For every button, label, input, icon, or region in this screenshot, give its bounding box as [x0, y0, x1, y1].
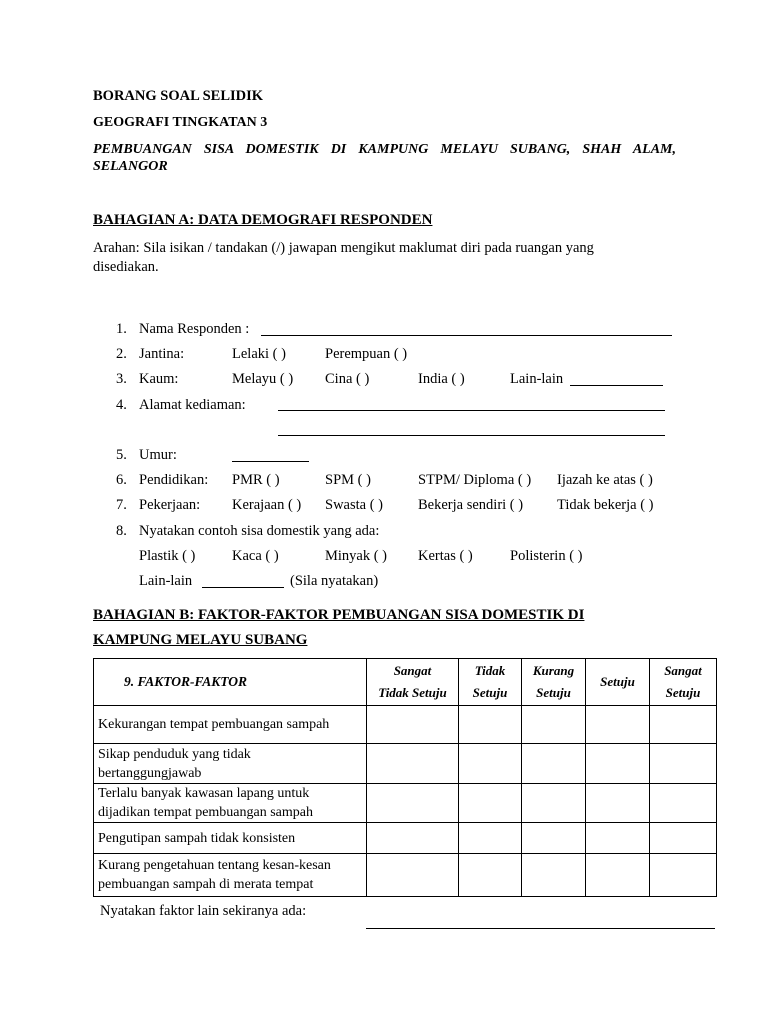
q8-option-kaca[interactable]: Kaca ( ) [232, 548, 279, 564]
factor-line1: Kurang pengetahuan tentang kesan-kesan [98, 858, 331, 873]
topic-line-1: PEMBUANGAN SISA DOMESTIK DI KAMPUNG MELAYU SUBANG, SHAH ALAM, [93, 142, 676, 157]
topic-line-2: SELANGOR [93, 159, 168, 174]
section-b-heading-2: KAMPUNG MELAYU SUBANG [93, 632, 308, 648]
rating-cell[interactable] [522, 823, 586, 854]
q6-option-pmr[interactable]: PMR ( ) [232, 472, 280, 488]
q6-option-ijazah[interactable]: Ijazah ke atas ( ) [557, 472, 653, 488]
section-b-heading-1: BAHAGIAN B: FAKTOR-FAKTOR PEMBUANGAN SISA DOMESTIK DI [93, 607, 585, 623]
q6-option-stpm-diploma[interactable]: STPM/ Diploma ( ) [418, 472, 532, 488]
q2-option-lelaki[interactable]: Lelaki ( ) [232, 346, 286, 362]
table-row [94, 706, 717, 744]
factor-label [94, 784, 367, 823]
header-sangat-tidak-setuju [367, 659, 459, 706]
rating-cell[interactable] [586, 823, 650, 854]
q1-name-field[interactable] [261, 335, 672, 336]
table-row [94, 784, 717, 823]
q8-option-kertas[interactable]: Kertas ( ) [418, 548, 473, 564]
q7-option-tidak-bekerja[interactable]: Tidak bekerja ( ) [557, 497, 654, 513]
rating-cell[interactable] [459, 706, 522, 744]
table-row [94, 744, 717, 784]
rating-cell[interactable] [522, 784, 586, 823]
factor-label [94, 854, 367, 897]
q8-option-polisterin[interactable]: Polisterin ( ) [510, 548, 583, 564]
header-line2: Setuju [472, 685, 508, 700]
q5-number: 5. [116, 447, 127, 463]
factor-line2: pembuangan sampah di merata tempat [98, 877, 314, 892]
q8-option-plastik[interactable]: Plastik ( ) [139, 548, 196, 564]
header-line2: Setuju [665, 685, 701, 700]
q5-age-field[interactable] [232, 461, 309, 462]
factors-table [93, 658, 717, 897]
q3-option-cina[interactable]: Cina ( ) [325, 371, 370, 387]
q6-number: 6. [116, 472, 127, 488]
q8-other-field[interactable] [202, 587, 284, 588]
header-line2: Setuju [536, 685, 571, 700]
rating-cell[interactable] [522, 706, 586, 744]
factor-line2: bertanggungjawab [98, 765, 202, 781]
q8-label: Nyatakan contoh sisa domestik yang ada: [139, 523, 380, 539]
header-tidak-setuju [459, 659, 522, 706]
q8-option-minyak[interactable]: Minyak ( ) [325, 548, 388, 564]
rating-cell[interactable] [459, 744, 522, 784]
factor-label [94, 823, 367, 854]
q3-other-field[interactable] [570, 385, 663, 386]
q8-number: 8. [116, 523, 127, 539]
q8-other-note: (Sila nyatakan) [290, 573, 379, 589]
q2-label: Jantina: [139, 346, 185, 362]
header-line1: Kurang [532, 663, 575, 678]
rating-cell[interactable] [459, 784, 522, 823]
q3-option-india[interactable]: India ( ) [418, 371, 465, 387]
q3-option-lain-lain: Lain-lain [510, 371, 564, 387]
rating-cell[interactable] [650, 854, 717, 897]
rating-cell[interactable] [459, 854, 522, 897]
form-subtitle: GEOGRAFI TINGKATAN 3 [93, 115, 268, 130]
factor-line1: Pengutipan sampah tidak konsisten [98, 830, 296, 846]
q3-label: Kaum: [139, 371, 179, 387]
rating-cell[interactable] [650, 706, 717, 744]
q4-label: Alamat kediaman: [139, 397, 246, 413]
q7-label: Pekerjaan: [139, 497, 201, 513]
q8-other-label: Lain-lain [139, 573, 193, 589]
q2-option-perempuan[interactable]: Perempuan ( ) [325, 346, 408, 362]
factor-line1: Sikap penduduk yang tidak [98, 746, 251, 762]
rating-cell[interactable] [367, 744, 459, 784]
factor-line1: Terlalu banyak kawasan lapang untuk [98, 786, 310, 801]
q3-option-melayu[interactable]: Melayu ( ) [232, 371, 294, 387]
table-row [94, 854, 717, 897]
rating-cell[interactable] [522, 744, 586, 784]
q6-label: Pendidikan: [139, 472, 209, 488]
rating-cell[interactable] [367, 854, 459, 897]
q4-number: 4. [116, 397, 127, 413]
form-title: BORANG SOAL SELIDIK [93, 88, 264, 104]
section-a-heading: BAHAGIAN A: DATA DEMOGRAFI RESPONDEN [93, 212, 433, 228]
factor-line1: Kekurangan tempat pembuangan sampah [98, 717, 330, 732]
header-setuju [586, 659, 650, 706]
header-factors: 9. FAKTOR-FAKTOR [94, 659, 367, 706]
q2-number: 2. [116, 346, 127, 362]
factor-label [94, 744, 367, 784]
q7-number: 7. [116, 497, 127, 513]
header-line1: Sangat [664, 663, 702, 678]
rating-cell[interactable] [586, 706, 650, 744]
rating-cell[interactable] [586, 854, 650, 897]
table-row [94, 823, 717, 854]
header-kurang-setuju [522, 659, 586, 706]
q6-option-spm[interactable]: SPM ( ) [325, 472, 371, 488]
header-line2: Tidak Setuju [378, 685, 447, 700]
table-header-row [94, 659, 717, 706]
rating-cell[interactable] [650, 784, 717, 823]
rating-cell[interactable] [522, 854, 586, 897]
other-factor-label: Nyatakan faktor lain sekiranya ada: [100, 903, 307, 919]
rating-cell[interactable] [367, 823, 459, 854]
header-line1: Sangat [393, 663, 432, 678]
instruction-line-1: Arahan: Sila isikan / tandakan (/) jawapan mengikut maklumat diri pada ruangan yang [93, 240, 594, 256]
q1-number: 1. [116, 321, 127, 337]
factor-line2: dijadikan tempat pembuangan sampah [98, 805, 313, 820]
q7-option-swasta[interactable]: Swasta ( ) [325, 497, 383, 513]
q3-number: 3. [116, 371, 127, 387]
q7-option-bekerja-sendiri[interactable]: Bekerja sendiri ( ) [418, 497, 524, 513]
q5-label: Umur: [139, 447, 177, 463]
rating-cell[interactable] [650, 823, 717, 854]
q4-address-field-1[interactable] [278, 410, 665, 411]
header-line1: Tidak [474, 663, 506, 678]
rating-cell[interactable] [650, 744, 717, 784]
q1-label: Nama Responden : [139, 321, 250, 337]
header-sangat-setuju [650, 659, 717, 706]
instruction-line-2: disediakan. [93, 259, 159, 275]
rating-cell[interactable] [367, 706, 459, 744]
rating-cell[interactable] [367, 784, 459, 823]
factor-label [94, 706, 367, 744]
q4-address-field-2[interactable] [278, 435, 665, 436]
other-factor-field[interactable] [366, 928, 715, 929]
q7-option-kerajaan[interactable]: Kerajaan ( ) [232, 497, 302, 513]
rating-cell[interactable] [586, 744, 650, 784]
rating-cell[interactable] [459, 823, 522, 854]
rating-cell[interactable] [586, 784, 650, 823]
header-line1: Setuju [600, 674, 635, 689]
